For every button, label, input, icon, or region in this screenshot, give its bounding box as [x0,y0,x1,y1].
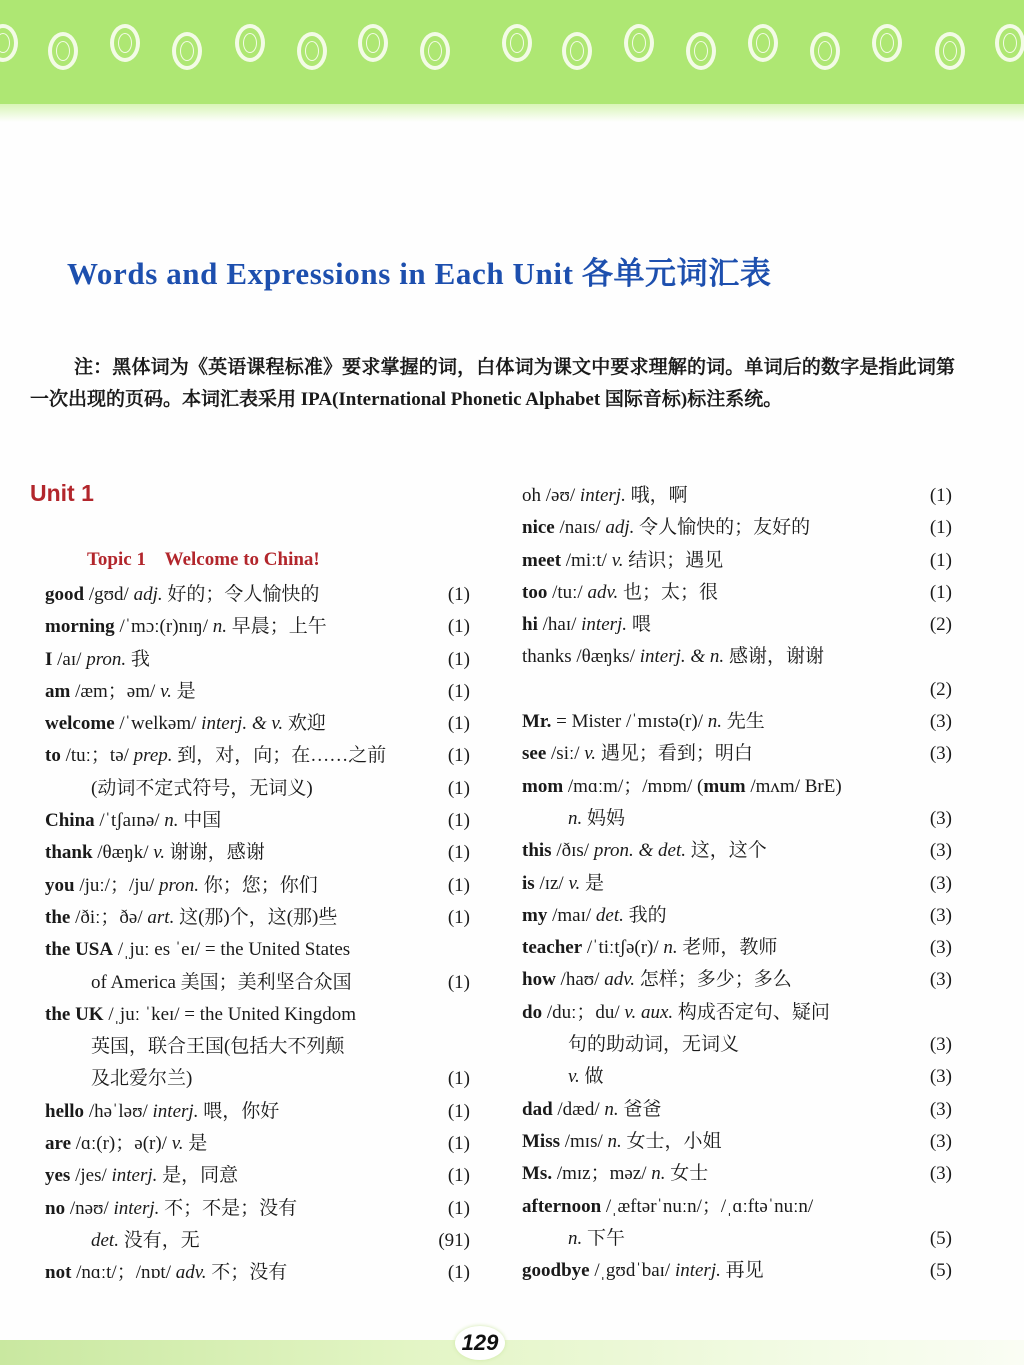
entry-text: 喂，你好 [198,1100,280,1122]
part-of-speech: adv. [175,1262,207,1284]
entry-text: /əʊ/ [541,485,580,506]
page-title: Words and Expressions in Each Unit 各单元词汇表 [67,256,772,291]
headword: no [45,1197,66,1219]
vocabulary-entry [45,579,470,611]
vocabulary-entry [45,740,470,772]
entry-text: 哦，啊 [625,485,688,506]
vocabulary-entry [45,1160,470,1192]
part-of-speech: adv. [604,969,635,991]
entry-text: 令人愉快的；友好的 [634,517,811,539]
page-reference: (1) [447,648,470,670]
entry-text: /jes/ [70,1165,112,1187]
entry-text: /miːt/ [561,549,612,571]
unit-heading: Unit 1 [30,480,94,506]
entry-text: 到，对，向；在……之前 [172,745,387,767]
entry-text: 女士，小姐 [621,1130,722,1152]
page-reference: (3) [929,743,952,765]
part-of-speech: v. aux. [624,1001,674,1023]
entry-text: /tuː；tə/ [60,745,134,767]
vocabulary-entry [522,641,952,673]
entry-text: 中国 [178,810,222,832]
topic-heading: Topic 1 Welcome to China! [87,549,320,570]
ring-ornament-icon [686,32,716,70]
entry-text: /ɑː(r)；ə(r)/ [71,1133,172,1155]
entry-text: of America 美国；美利坚合众国 [91,971,352,993]
ring-ornament-icon [172,32,202,70]
headword: too [522,581,548,603]
ring-ornament-icon [0,24,18,62]
vocabulary-column-left [45,579,470,1290]
page-reference: (1) [447,810,470,832]
vocabulary-entry [522,803,952,835]
ring-ornament-icon [502,24,532,62]
part-of-speech: n. [568,1227,583,1249]
page-reference: (1) [447,713,470,735]
vocabulary-entry [522,545,952,577]
entry-text: /tuː/ [547,581,588,603]
entry-text: 老师，教师 [677,937,778,959]
entry-text: 遇见；看到；明白 [596,743,753,765]
entry-text: /haɪ/ [537,614,582,636]
page-reference: (1) [447,777,470,799]
headword: good [45,584,85,605]
part-of-speech: v. [568,1066,580,1088]
page-reference: (1) [929,581,952,603]
entry-text: 女士 [665,1163,709,1185]
page-number: 129 [455,1326,505,1360]
vocabulary-entry [45,870,470,902]
entry-text: 是 [171,680,196,702]
entry-text: 及北爱尔兰) [91,1068,193,1090]
part-of-speech: v. [171,1133,184,1155]
entry-text: 欢迎 [283,713,326,735]
page-reference: (1) [447,584,470,605]
page-reference: (2) [929,678,952,700]
headword: is [522,872,535,894]
ring-ornament-icon [624,24,654,62]
headword: are [45,1133,72,1155]
entry-text: 英国，联合王国(包括大不列颠 [91,1036,345,1058]
page-reference: (3) [929,1066,952,1088]
entry-text: 早晨；上午 [226,616,327,638]
page-reference: (1) [447,1068,470,1090]
entry-text: /ˈtiːtʃə(r)/ [582,937,664,959]
entry-text: = Mister /ˈmɪstə(r)/ [551,711,708,733]
headword: goodbye [522,1260,590,1282]
part-of-speech: v. [568,872,581,894]
page-reference: (1) [447,616,470,638]
vocabulary-entry [522,1094,952,1126]
ring-ornament-icon [995,24,1024,62]
entry-text: 这，这个 [686,840,767,862]
part-of-speech: n. [607,1130,622,1152]
vocabulary-entry [522,706,952,738]
entry-text: /naɪs/ [554,517,606,539]
part-of-speech: prep. [133,745,173,767]
page-reference: (3) [929,969,952,991]
entry-text: /nɑːt/；/nɒt/ [71,1262,176,1284]
entry-text: 好的；令人愉快的 [162,584,320,605]
part-of-speech: pron. & det. [593,840,686,862]
vocabulary-entry [522,868,952,900]
entry-text: /mʌm/ BrE) [745,775,842,797]
page-reference: (3) [929,1130,952,1152]
vocabulary-note: 注：黑体词为《英语课程标准》要求掌握的词，白体词为课文中要求理解的词。单词后的数字是指此词第一次出现的页码。本词汇表采用 IPA(International Phonetic Alphabet 国际音标)标注系统。 [30,357,955,410]
headword: China [45,810,95,832]
entry-text: /haʊ/ [555,969,605,991]
entry-text: 句的助动词，无词义 [568,1034,740,1056]
entry-text: 我 [126,648,150,670]
headword: mum [703,775,746,797]
vocabulary-entry [45,967,470,999]
part-of-speech: adj. [605,517,635,539]
page-reference: (1) [447,1133,470,1155]
page-reference: (3) [929,872,952,894]
entry-text: 再见 [720,1260,764,1282]
vocabulary-entry [45,902,470,934]
part-of-speech: interj. [579,485,626,506]
page-reference: (1) [447,1262,470,1284]
page-reference: (3) [929,904,952,926]
headword: meet [522,549,562,571]
ring-ornament-icon [110,24,140,62]
entry-text: /ðiː；ðə/ [70,906,148,928]
page-reference: (3) [929,711,952,733]
ring-ornament-icon [872,24,902,62]
part-of-speech: pron. [159,874,199,896]
headword: mom [522,775,564,797]
headword: morning [45,616,115,638]
entry-text: /ɪz/ [534,872,569,894]
vocabulary-entry [522,1191,952,1223]
entry-text: /ˌjuː es ˈeɪ/ = the United States [113,939,351,961]
ring-ornament-icon [420,32,450,70]
page-reference: (1) [447,842,470,864]
entry-text: 也；太；很 [618,581,718,603]
vocabulary-entry [522,674,952,706]
entry-text: /həˈləʊ/ [84,1100,153,1122]
entry-text: 你；您；你们 [198,874,318,896]
vocabulary-entry [522,932,952,964]
part-of-speech: v. [584,743,597,765]
entry-text: 感谢，谢谢 [724,646,824,668]
page-reference: (3) [929,807,952,829]
entry-text: (动词不定式符号，无词义) [91,777,313,799]
decorative-header-band [0,0,1024,104]
part-of-speech: pron. [86,648,127,670]
entry-text: /aɪ/ [52,648,87,670]
page-reference: (1) [447,971,470,993]
vocabulary-entry [45,999,470,1031]
entry-text: /ðɪs/ [551,840,594,862]
ring-ornament-icon [358,24,388,62]
entry-text: 怎样；多少；多么 [635,969,792,991]
headword: nice [522,517,555,539]
headword: I [45,648,53,670]
part-of-speech: interj. [674,1260,721,1282]
ring-ornament-icon [297,32,327,70]
part-of-speech: n. [568,807,583,829]
entry-text: /juː/；/ju/ [74,874,160,896]
vocabulary-entry [45,708,470,740]
ring-ornament-icon [48,32,78,70]
entry-text: /siː/ [546,743,585,765]
entry-text: 是 [183,1133,208,1155]
headword: see [522,743,547,765]
headword: am [45,680,71,702]
headword: yes [45,1165,71,1187]
headword: dad [522,1098,553,1120]
vocabulary-entry [522,1029,952,1061]
headword: my [522,904,548,926]
page-reference: (1) [447,874,470,896]
headword: Miss [522,1130,560,1152]
part-of-speech: n. [651,1163,666,1185]
part-of-speech: v. [160,680,172,702]
page-reference: (5) [929,1227,952,1249]
part-of-speech: interj. & n. [639,646,725,668]
vocabulary-entry [45,1096,470,1128]
part-of-speech: det. [91,1229,119,1251]
page-reference: (1) [447,906,470,928]
ring-ornament-icon [810,32,840,70]
entry-text: /duː；du/ [542,1001,625,1023]
headword: how [522,969,556,991]
entry-text: /ˌæftərˈnuːn/；/ˌɑːftəˈnuːn/ [601,1195,814,1217]
vocabulary-entry [522,771,952,803]
part-of-speech: v. [611,549,624,571]
headword: thank [45,842,93,864]
headword: welcome [45,713,115,735]
page-reference: (1) [447,1165,470,1187]
part-of-speech: adv. [587,581,619,603]
page-reference: (1) [447,1197,470,1219]
page-reference: (5) [929,1260,952,1282]
ring-ornament-icon [235,24,265,62]
page-reference: (3) [929,1163,952,1185]
vocabulary-entry [522,577,952,609]
entry-text: /mɑːm/；/mɒm/ ( [563,775,704,797]
entry-text: /maɪ/ [547,904,596,926]
entry-text: /ˈtʃaɪnə/ [94,810,165,832]
part-of-speech: n. [212,616,227,638]
vocabulary-entry [522,1223,952,1255]
vocabulary-entry [45,837,470,869]
entry-text: /ˈmɔː(r)nɪŋ/ [114,616,213,638]
vocabulary-entry [522,512,952,544]
footer-band [0,1340,1024,1365]
entry-text: /mɪs/ [560,1130,608,1152]
vocabulary-entry [522,738,952,770]
page-reference: (1) [447,680,470,702]
ring-ornament-icon [935,32,965,70]
entry-text: /dæd/ [552,1098,605,1120]
entry-text: 下午 [582,1227,626,1249]
header-band-fade [0,104,1024,122]
page-reference: (3) [929,937,952,959]
vocabulary-entry [45,1063,470,1095]
entry-text: thanks [522,646,572,668]
part-of-speech: interj. [113,1197,160,1219]
entry-text: /ˌgʊdˈbaɪ/ [589,1260,675,1282]
entry-text: 喂 [627,614,651,636]
part-of-speech: v. [153,842,166,864]
entry-text: /θæŋks/ [571,646,640,668]
page-reference: (3) [929,840,952,862]
vocabulary-entry [45,644,470,676]
page-reference: (3) [929,1098,952,1120]
page-reference: (2) [929,614,952,636]
entry-text: 结识；遇见 [623,549,724,571]
vocabulary-entry [522,1158,952,1190]
vocabulary-entry [45,1031,470,1063]
vocabulary-entry [522,1255,952,1287]
entry-text: 我的 [623,904,667,926]
part-of-speech: det. [595,904,624,926]
entry-text: /æm；əm/ [70,680,161,702]
page-reference: (1) [929,549,952,571]
headword: the UK [45,1003,104,1025]
headword: hello [45,1100,85,1122]
headword: the [45,906,71,928]
page-reference: (1) [447,1100,470,1122]
headword: hi [522,614,538,636]
entry-text: 做 [579,1066,604,1088]
entry-text: 这(那)个，这(那)些 [174,906,338,928]
entry-text: /ˌjuː ˈkeɪ/ = the United Kingdom [103,1003,356,1025]
entry-text: 谢谢，感谢 [165,842,265,864]
entry-text: 妈妈 [582,807,626,829]
vocabulary-entry [522,480,952,512]
part-of-speech: interj. [152,1100,199,1122]
part-of-speech: n. [164,810,179,832]
vocabulary-entry [522,1061,952,1093]
entry-text: /θæŋk/ [92,842,154,864]
ring-ornament-icon [562,32,592,70]
entry-text: 先生 [721,711,765,733]
entry-text: 不；没有 [206,1262,288,1284]
page-reference: (1) [447,745,470,767]
vocabulary-entry [45,1193,470,1225]
ring-ornament-icon [748,24,778,62]
vocabulary-entry [45,1225,470,1257]
part-of-speech: n. [604,1098,619,1120]
page-reference: (1) [929,517,952,539]
headword: not [45,1262,72,1284]
entry-text: 不；不是；没有 [159,1197,298,1219]
vocabulary-entry [45,1128,470,1160]
entry-text: /mɪz；məz/ [552,1163,652,1185]
vocabulary-entry [522,964,952,996]
vocabulary-entry [522,900,952,932]
page-reference: (3) [929,1034,952,1056]
vocabulary-entry [45,611,470,643]
part-of-speech: n. [663,937,678,959]
vocabulary-entry [45,1257,470,1289]
vocabulary-entry [522,1126,952,1158]
headword: to [45,745,61,767]
vocabulary-entry [522,997,952,1029]
entry-text: /gʊd/ [84,584,134,605]
headword: Mr. [522,711,552,733]
part-of-speech: interj. [111,1165,158,1187]
entry-text: oh [522,485,541,506]
entry-text: 爸爸 [618,1098,662,1120]
entry-text: /ˈwelkəm/ [114,713,202,735]
part-of-speech: art. [147,906,175,928]
vocabulary-column-right [522,480,952,1287]
vocabulary-entry [45,934,470,966]
vocabulary-entry [45,676,470,708]
headword: afternoon [522,1195,602,1217]
page-reference: (1) [929,485,952,506]
vocabulary-entry [522,835,952,867]
part-of-speech: adj. [133,584,163,605]
entry-text: 是，同意 [157,1165,239,1187]
headword: do [522,1001,543,1023]
part-of-speech: interj. [581,614,628,636]
entry-text: 构成否定句、疑问 [673,1001,830,1023]
headword: this [522,840,552,862]
vocabulary-entry [522,609,952,641]
entry-text: 没有，无 [118,1229,200,1251]
headword: Ms. [522,1163,553,1185]
vocabulary-entry [45,773,470,805]
headword: the USA [45,939,114,961]
part-of-speech: interj. & v. [201,713,284,735]
page-reference: (91) [438,1229,470,1251]
headword: you [45,874,75,896]
vocabulary-entry [45,805,470,837]
entry-text: 是 [580,872,605,894]
entry-text: /nəʊ/ [65,1197,114,1219]
part-of-speech: n. [707,711,722,733]
headword: teacher [522,937,583,959]
